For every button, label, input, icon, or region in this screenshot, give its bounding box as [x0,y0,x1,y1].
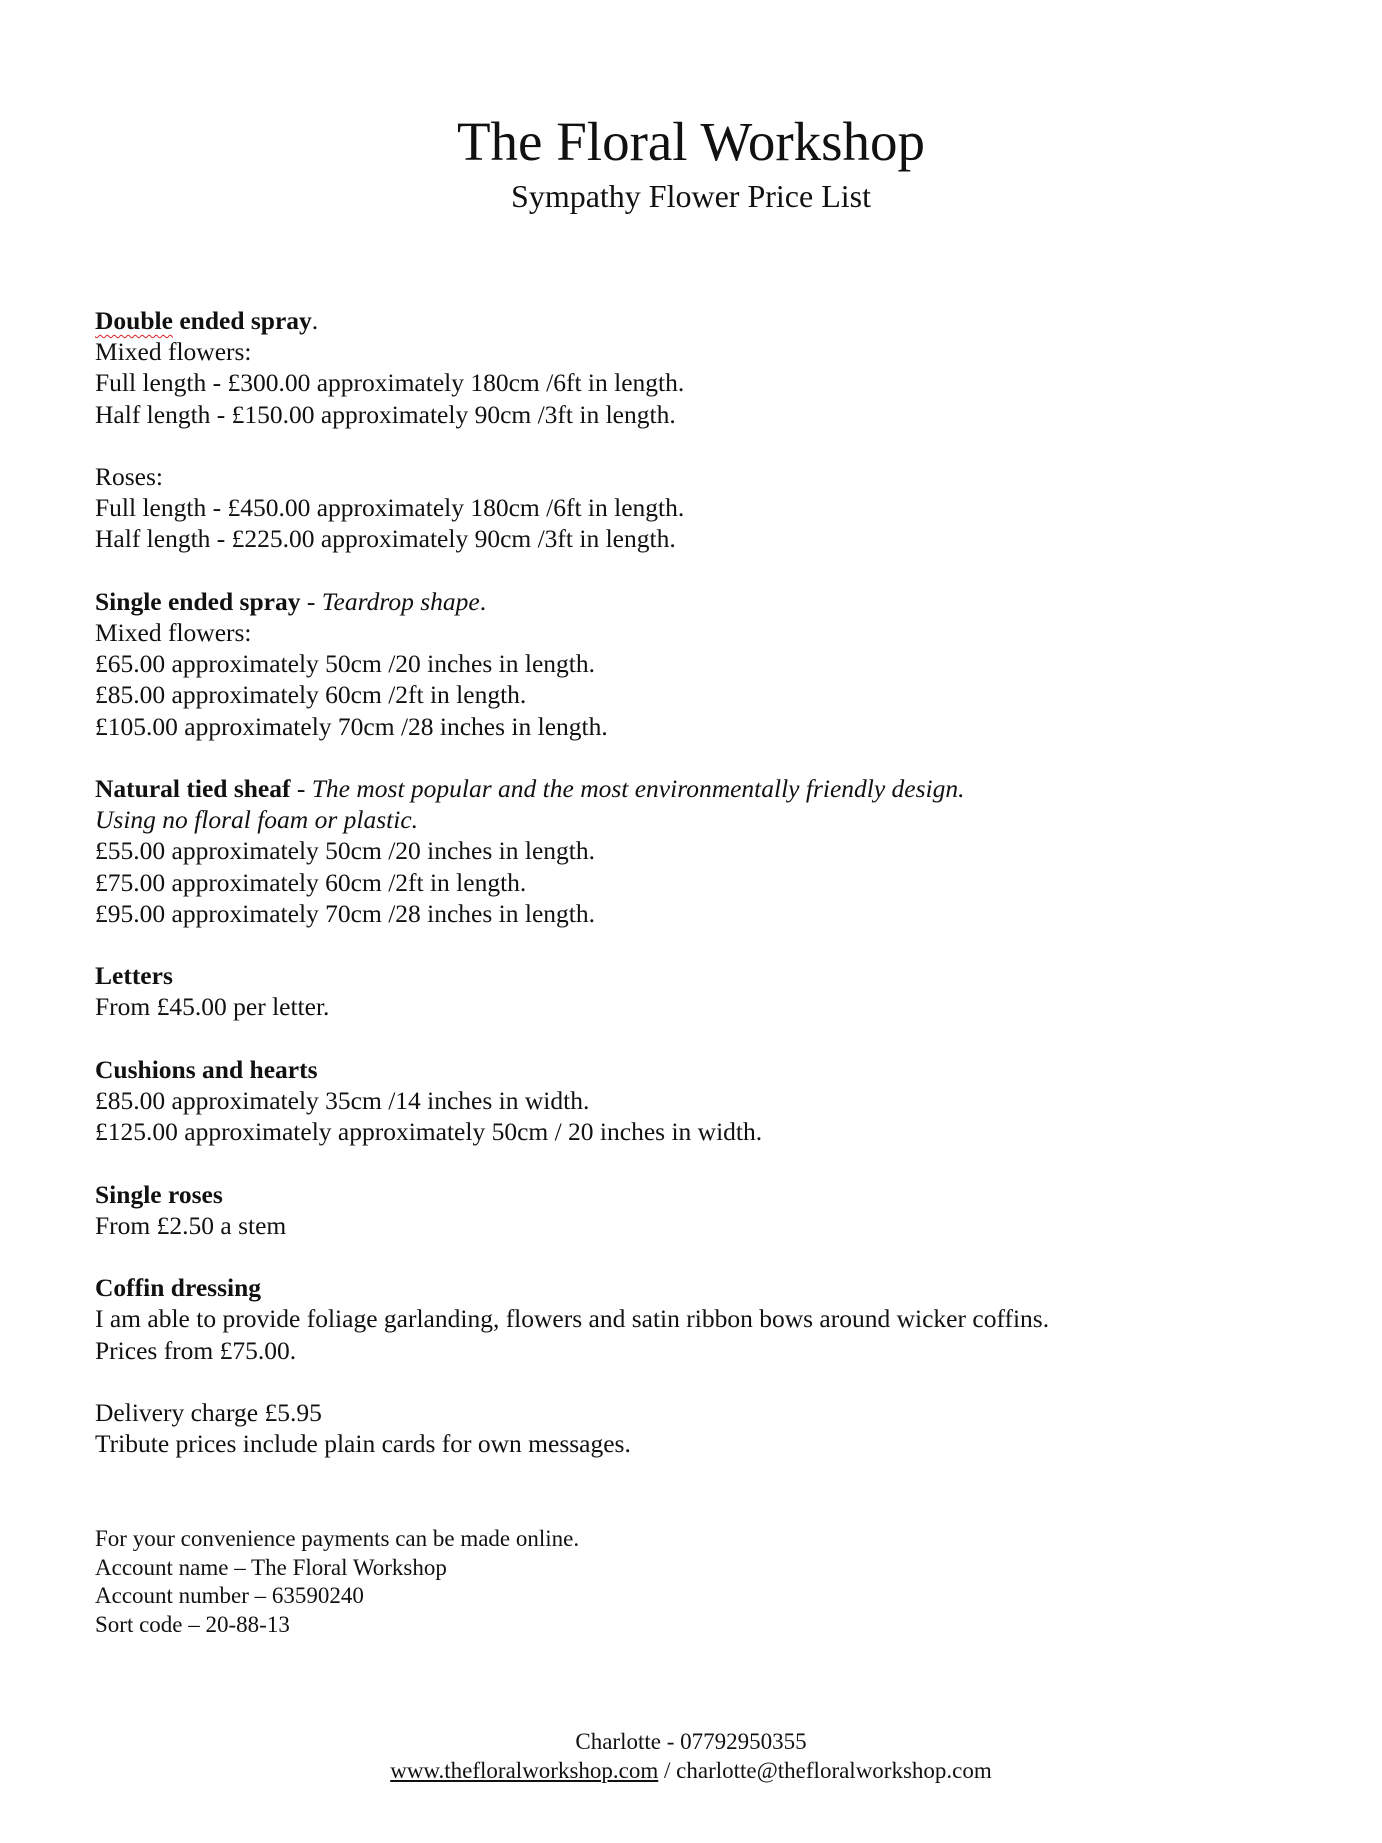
account-number: Account number – 63590240 [95,1583,364,1608]
section-heading: Cushions and hearts [95,1054,318,1084]
price-line: £85.00 approximately 35cm /14 inches in width. [95,1086,590,1115]
document-subtitle: Sympathy Flower Price List [511,178,871,214]
price-line: Full length - £300.00 approximately 180cm /6ft in length. [95,368,685,398]
delivery-charge: Delivery charge £5.95 [95,1397,322,1427]
sort-code: Sort code – 20-88-13 [95,1611,290,1637]
section-delivery [95,1397,1295,1459]
section-heading: Single roses [95,1179,223,1209]
section-single-roses [95,1179,1295,1241]
price-line: £65.00 approximately 50cm /20 inches in length. [95,649,595,679]
account-name: Account name – The Floral Workshop [95,1554,447,1580]
price-line: Half length - £150.00 approximately 90cm /3ft in length. [95,399,676,429]
price-line: £105.00 approximately 70cm /28 inches in length. [95,711,608,741]
price-line: £85.00 approximately 60cm /2ft in length. [95,680,527,710]
section-heading: Natural tied sheaf - The most popular and the most environmentally friendly design. [95,774,965,803]
price-line: £75.00 approximately 60cm /2ft in length. [95,867,527,897]
section-note: Using no floral foam or plastic. [95,805,419,835]
price-line: Prices from £75.00. [95,1335,297,1365]
roses-label: Roses: [95,462,164,491]
payment-intro: For your convenience payments can be made online. [95,1526,580,1551]
footer-links: www.thefloralworkshop.com / charlotte@thefloralworkshop.com [390,1757,992,1783]
price-line: Full length - £450.00 approximately 180cm /6ft in length. [95,493,685,523]
section-heading: Coffin dressing [95,1273,262,1303]
price-line: £125.00 approximately approximately 50cm / 20 inches in width. [95,1117,763,1147]
section-double-ended-spray [95,305,1295,430]
price-list [95,305,1295,1491]
mixed-flowers-label: Mixed flowers: [95,337,252,367]
spellcheck-word[interactable]: Double [95,306,173,335]
section-natural-tied-sheaf [95,773,1295,929]
section-single-ended-spray [95,586,1295,742]
price-line: From £2.50 a stem [95,1210,287,1240]
document-footer [0,1728,1382,1785]
section-cushions-hearts [95,1054,1295,1148]
website-link[interactable]: www.thefloralworkshop.com [390,1757,659,1783]
description-line: I am able to provide foliage garlanding, flowers and satin ribbon bows around wicker coffins. [95,1304,1050,1334]
mixed-flowers-label: Mixed flowers: [95,618,252,647]
section-heading: Letters [95,961,173,991]
section-letters [95,960,1295,1022]
section-coffin-dressing [95,1272,1295,1366]
email-address: charlotte@thefloralworkshop.com [676,1757,992,1783]
section-heading: Double ended spray. [95,306,319,335]
price-line: Half length - £225.00 approximately 90cm /3ft in length. [95,524,676,554]
price-line: £95.00 approximately 70cm /28 inches in length. [95,898,595,928]
document-title: The Floral Workshop [456,111,926,172]
tribute-note: Tribute prices include plain cards for own messages. [95,1429,631,1459]
price-line: From £45.00 per letter. [95,992,330,1022]
section-heading: Single ended spray - Teardrop shape. [95,586,487,616]
document-header [0,108,1382,216]
payment-details [95,1525,579,1639]
contact-phone: Charlotte - 07792950355 [575,1729,807,1754]
price-line: £55.00 approximately 50cm /20 inches in length. [95,836,595,866]
section-double-ended-roses [95,461,1295,555]
